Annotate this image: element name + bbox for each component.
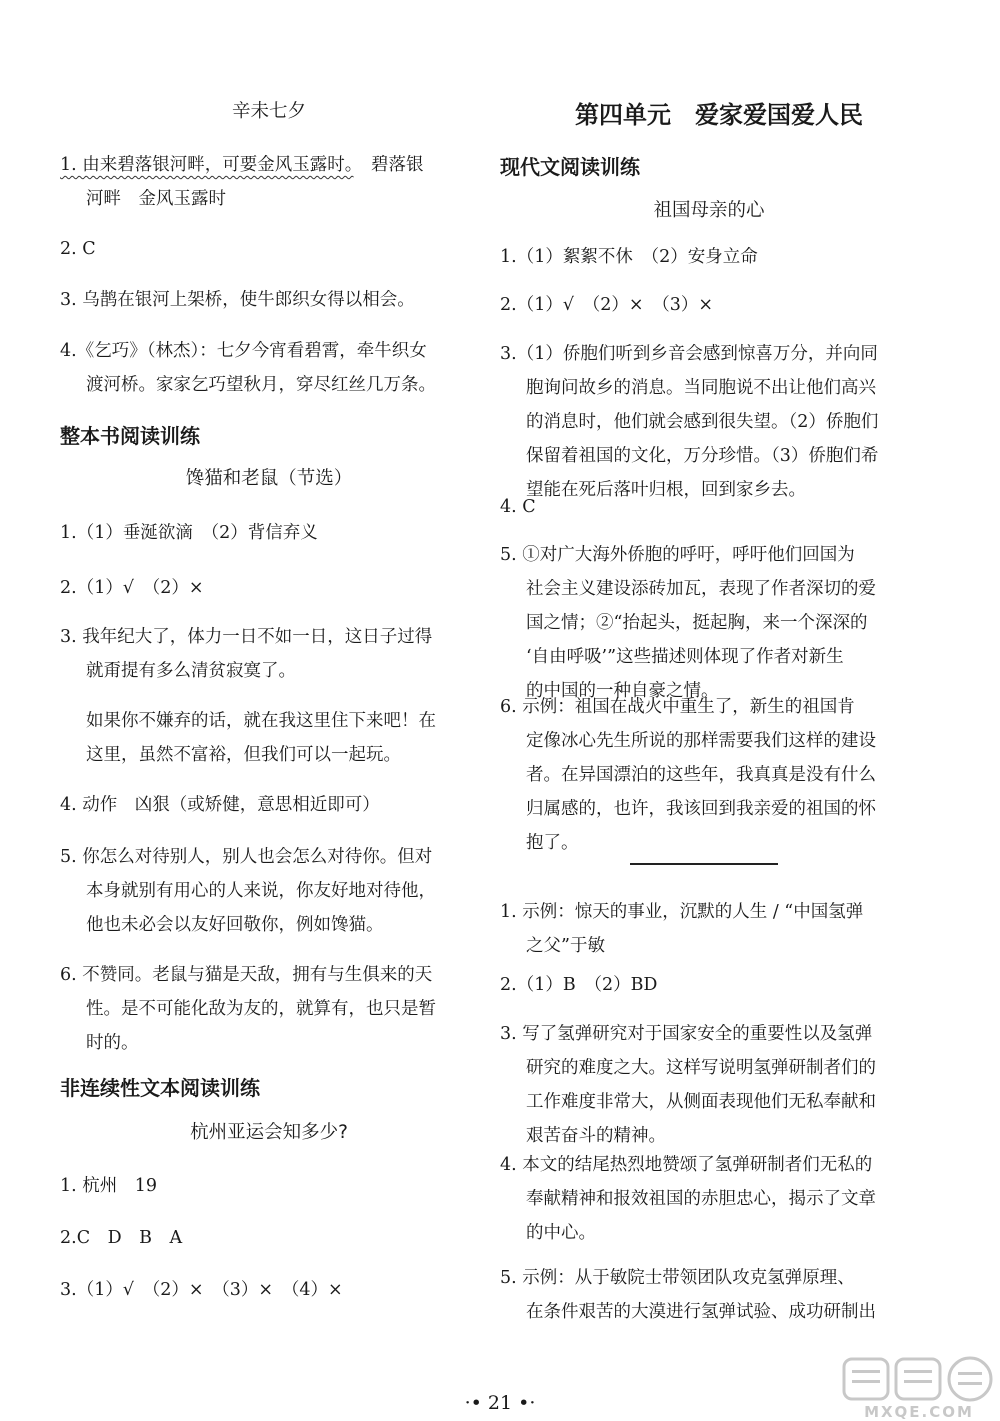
underlined-answer: 1. 由来碧落银河畔，可要金风玉露时。 — [60, 155, 354, 175]
answer-c1: 1. 杭州 19 — [60, 1176, 158, 1196]
answer-a5: 5. ①对广大海外侨胞的呼吁，呼吁他们回国为 社会主义建设添砖加瓦，表现了作者深切的爱 国之情；②“抬起头，挺起胸，来一个深深的 ‘自由呼吸’”这些描述则体现了作者对新生 的中国的一种自豪之情。 — [500, 545, 876, 701]
answer-d2: 2.（1）B （2）BD — [500, 975, 658, 995]
watermark-logo — [838, 1356, 1000, 1421]
unit-title: 第四单元 爱家爱国爱人民 — [575, 101, 863, 129]
answer-d4: 4. 本文的结尾热烈地赞颂了氢弹研制者们无私的 奉献精神和报效祖国的赤胆忠心，揭示了文章 的中心。 — [500, 1155, 876, 1243]
answer-b4: 4. 动作 凶狠（或矫健，意思相近即可） — [60, 795, 380, 815]
title-zuguo-muqin: 祖国母亲的心 — [653, 200, 765, 221]
answer-b3-extra: 如果你不嫌弃的话，就在我这里住下来吧！在 这里，虽然不富裕，但我们可以一起玩。 — [86, 711, 436, 765]
answer-b3: 3. 我年纪大了，体力一日不如一日，这日子过得 就甭提有多么清贫寂寞了。 — [60, 627, 433, 681]
page-number: ·• 21 •· — [464, 1392, 536, 1414]
answer-a3: 3.（1）侨胞们听到乡音会感到惊喜万分，并向同 胞询问故乡的消息。当同胞说不出让他们高兴 的消息时，他们就会感到很失望。（2）侨胞们 保留着祖国的文化，万分珍惜。（3）侨胞们希 望能在死后落叶归根，回到家乡去。 — [500, 344, 879, 500]
title-xinwei-qixi: 辛未七夕 — [231, 101, 306, 122]
answer-b6: 6. 不赞同。老鼠与猫是天敌，拥有与生俱来的天 性。是不可能化敌为友的，就算有，也只是暂 时的。 — [60, 965, 436, 1053]
answer-2: 2. C — [60, 239, 96, 259]
answer-b2: 2.（1）√ （2）× — [60, 578, 204, 598]
answer-a4: 4. C — [500, 497, 536, 517]
section-divider — [630, 863, 778, 865]
svg-text:MXQE.COM: MXQE.COM — [864, 1403, 974, 1421]
answer-d1: 1. 示例：惊天的事业，沉默的人生 / “中国氢弹 之父”于敏 — [500, 902, 864, 956]
section-heading-modern-reading: 现代文阅读训练 — [500, 155, 640, 179]
answer-a2: 2.（1）√ （2）× （3）× — [500, 295, 714, 315]
answer-b1: 1.（1）垂涎欲滴 （2）背信弃义 — [60, 523, 318, 543]
answer-4: 4.《乞巧》（林杰）：七夕今宵看碧霄，牵牛织女 渡河桥。家家乞巧望秋月，穿尽红丝几万条。 — [60, 341, 436, 395]
answer-3: 3. 乌鹊在银河上架桥，使牛郎织女得以相会。 — [60, 290, 415, 310]
title-hangzhou: 杭州亚运会知多少? — [190, 1122, 348, 1143]
answer-a6: 6. 示例：祖国在战火中重生了，新生的祖国肯 定像冰心先生所说的那样需要我们这样的建设 者。在异国漂泊的这些年，我真真是没有什么 归属感的，也许，我该回到我亲爱的祖国的怀 抱了。 — [500, 697, 876, 853]
answer-c3: 3.（1）√ （2）× （3）× （4）× — [60, 1280, 343, 1300]
answer-d3: 3. 写了氢弹研究对于国家安全的重要性以及氢弹 研究的难度之大。这样写说明氢弹研制者们的 工作难度非常大，从侧面表现他们无私奉献和 艰苦奋斗的精神。 — [500, 1024, 876, 1146]
answer-d5: 5. 示例：从于敏院士带领团队攻克氢弹原理、 在条件艰苦的大漠进行氢弹试验、成功研制出 — [500, 1268, 876, 1322]
answer-b5: 5. 你怎么对待别人，别人也会怎么对待你。但对 本身就别有用心的人来说，你友好地对待他， 他也未必会以友好回敬你，例如馋猫。 — [60, 847, 436, 935]
answer-c2: 2.C D B A — [60, 1228, 183, 1248]
title-chanmao: 馋猫和老鼠（节选） — [185, 468, 353, 489]
answer-a1: 1.（1）絮絮不休 （2）安身立命 — [500, 247, 758, 267]
section-heading-noncontinuous: 非连续性文本阅读训练 — [60, 1076, 260, 1100]
section-heading-whole-book: 整本书阅读训练 — [60, 424, 200, 448]
answer-1: 1. 由来碧落银河畔，可要金风玉露时。 碧落银 河畔 金风玉露时 — [60, 155, 424, 209]
